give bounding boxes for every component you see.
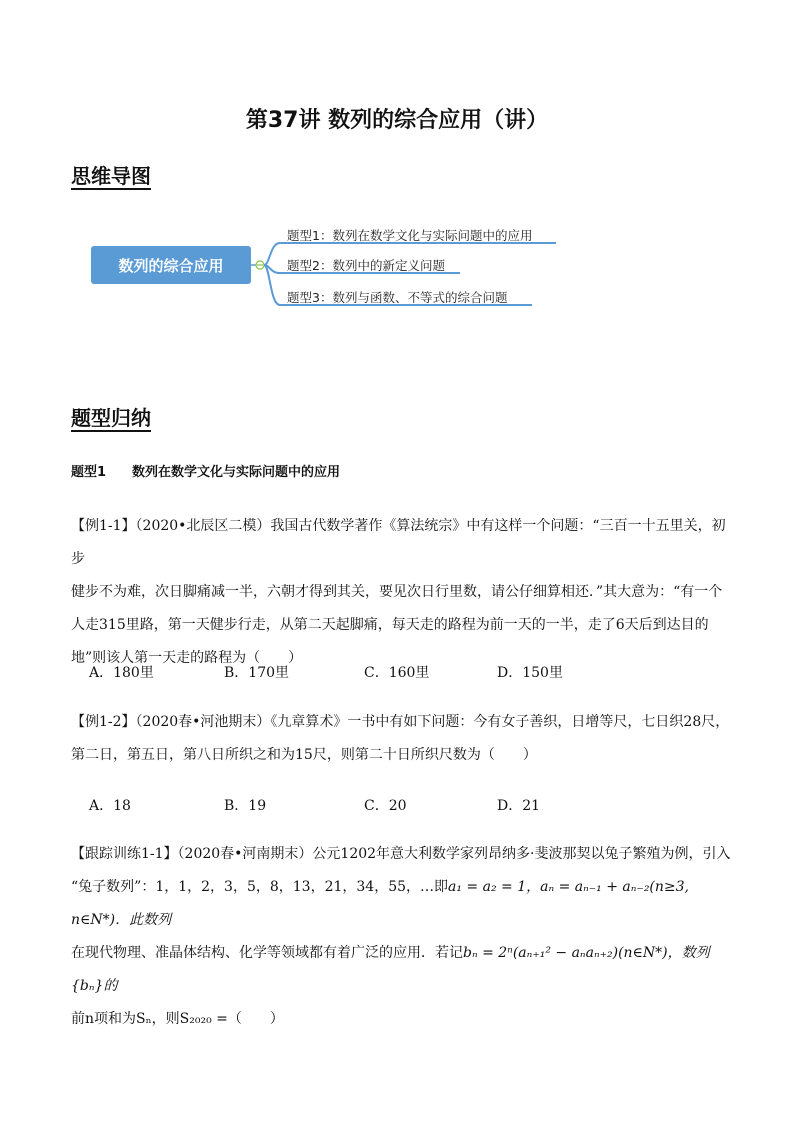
option-c: C．20 bbox=[364, 798, 407, 814]
mindmap-branch-3: 题型3：数列与函数、不等式的综合问题 bbox=[287, 290, 508, 305]
question-type-title: 数列在数学文化与实际问题中的应用 bbox=[132, 465, 341, 480]
option-a: A．18 bbox=[89, 798, 131, 814]
option-d: D．150里 bbox=[497, 665, 563, 681]
bn-formula: bₙ = 2ⁿ(aₙ₊₁² − aₙaₙ₊₂)(n∈N*)，数列{bₙ}的 bbox=[71, 945, 710, 994]
example-1-1 bbox=[71, 510, 731, 675]
example-line: 健步不为难，次日脚痛减一半，六朝才得到其关，要见次日行里数，请公仔细算相还．”其大意为：“有一个 bbox=[71, 584, 723, 600]
exercise-line bbox=[71, 871, 731, 937]
exercise-line bbox=[71, 937, 731, 1003]
fibonacci-formula: a₁ = a₂ = 1，aₙ = aₙ₋₁ + aₙ₋₂(n≥3, n∈N*)．此数列 bbox=[71, 879, 689, 928]
exercise-text: 在现代物理、准晶体结构、化学等领域都有着广泛的应用．若记 bbox=[71, 945, 463, 961]
mindmap-branch-1: 题型1：数列在数学文化与实际问题中的应用 bbox=[287, 228, 533, 243]
option-b: B．19 bbox=[224, 798, 267, 814]
example-line: 第二日，第五日，第八日所织之和为15尺，则第二十日所织尺数为（ ） bbox=[71, 747, 537, 763]
example-line: 人走315里路，第一天健步行走，从第二天起脚痛，每天走的路程为前一天的一半，走了6天后到达目的 bbox=[71, 617, 709, 633]
option-b: B．170里 bbox=[224, 665, 290, 681]
example-line: 【例1-1】（2020•北辰区二模）我国古代数学著作《算法统宗》中有这样一个问题：“三百一十五里关，初步 bbox=[71, 518, 726, 567]
option-a: A．180里 bbox=[89, 665, 154, 681]
exercise-line: 【跟踪训练1-1】（2020春•河南期末）公元1202年意大利数学家列昂纳多·斐波那契以兔子繁殖为例，引入 bbox=[71, 846, 731, 862]
question-type-heading bbox=[71, 461, 340, 480]
tracking-exercise-1-1 bbox=[71, 838, 731, 1036]
example-line: 地”则该人第一天走的路程为（ ） bbox=[71, 650, 303, 666]
example-line: 【例1-2】（2020春•河池期末）《九章算术》一书中有如下问题：今有女子善织，日增等尺，七日织28尺， bbox=[71, 714, 730, 730]
option-c: C．160里 bbox=[364, 665, 430, 681]
option-d: D．21 bbox=[497, 798, 541, 814]
section-heading-types: 题型归纳 bbox=[71, 406, 151, 430]
mindmap-branch-2: 题型2：数列中的新定义问题 bbox=[287, 258, 445, 273]
section-heading-mindmap: 思维导图 bbox=[71, 164, 151, 188]
page-title: 第37讲 数列的综合应用（讲） bbox=[245, 108, 549, 133]
exercise-text: “兔子数列”：1，1，2，3，5，8，13，21，34，55，…即 bbox=[71, 879, 449, 895]
example-1-2 bbox=[71, 706, 731, 772]
exercise-line: 前n项和为Sₙ，则S₂₀₂₀ =（ ） bbox=[71, 1011, 284, 1027]
question-type-label: 题型1 bbox=[71, 465, 107, 480]
mindmap-root-node: 数列的综合应用 bbox=[91, 246, 251, 284]
